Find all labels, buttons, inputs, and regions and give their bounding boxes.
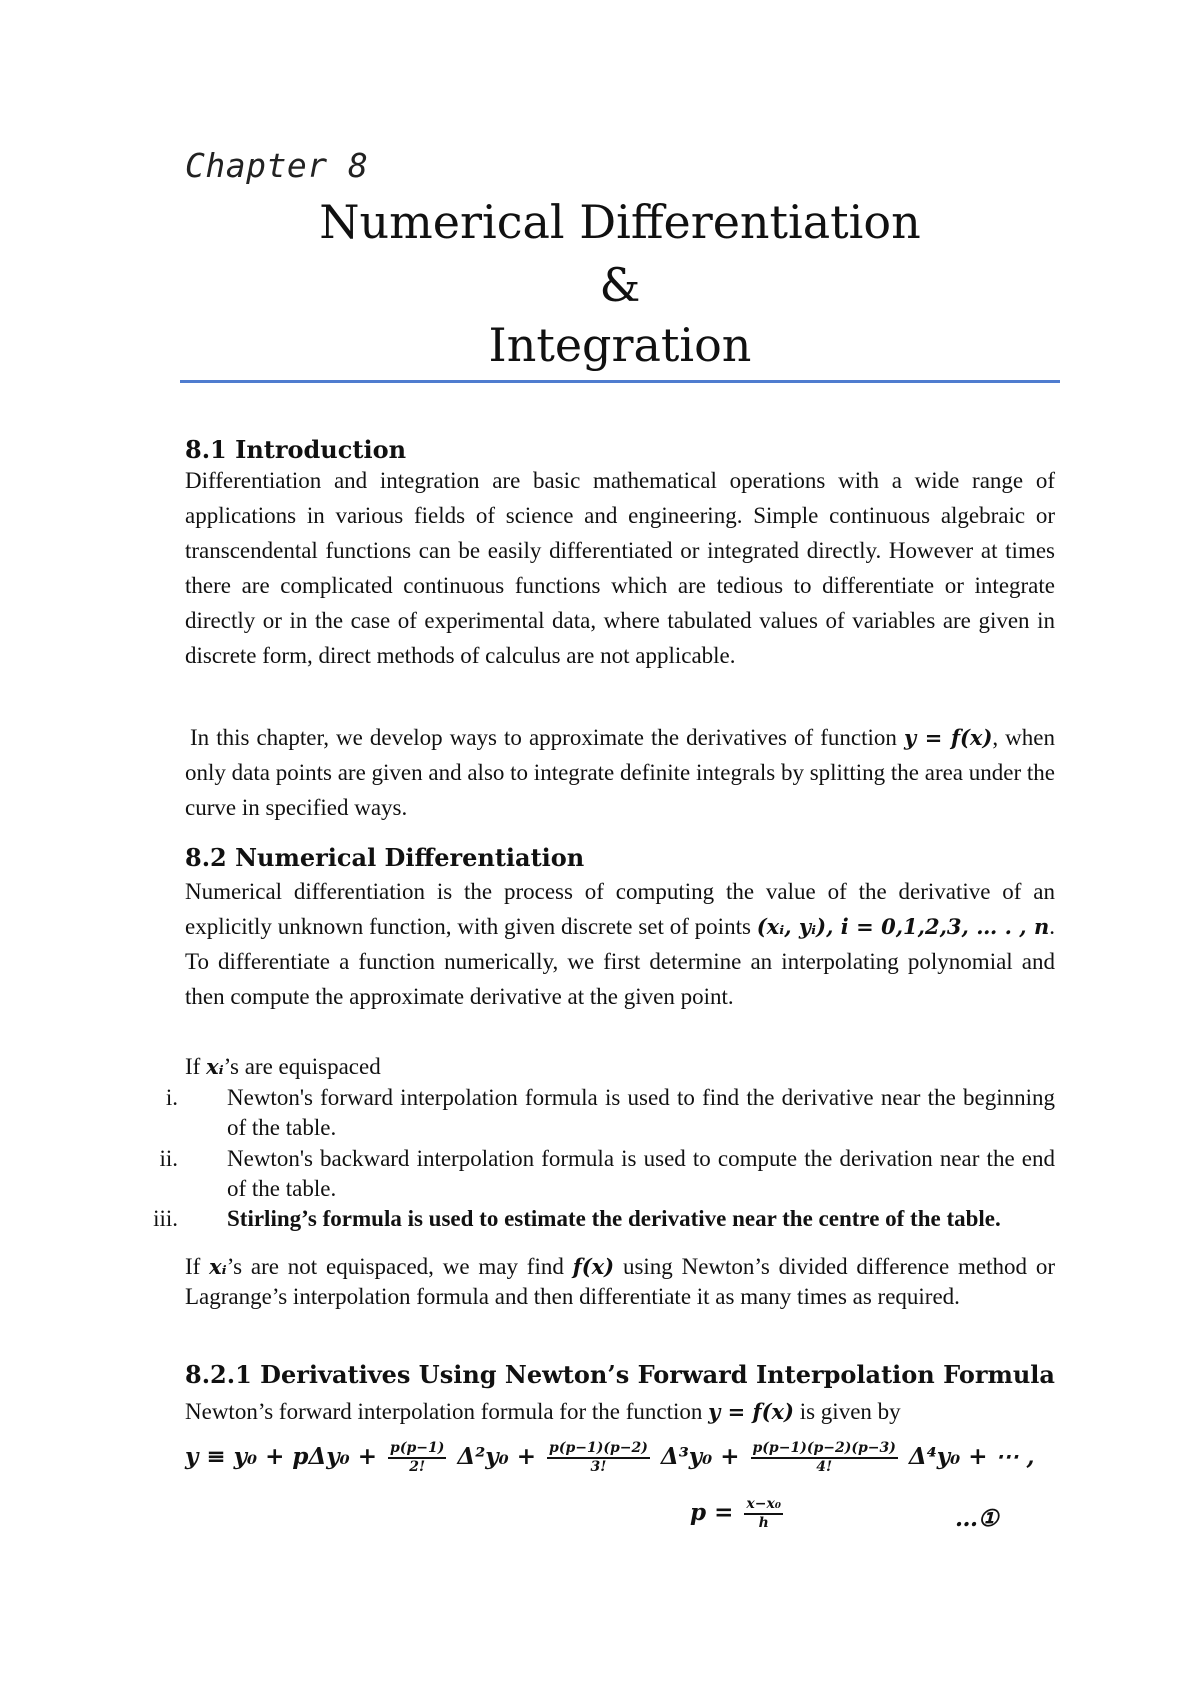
math-xi: xᵢ [206, 1054, 224, 1079]
math-xi-2: xᵢ [209, 1254, 227, 1279]
fraction-4-factorial: $\frac{p(p-1)(p-2)(p-3)}{4!}$ [752, 1440, 896, 1475]
non-equispaced-paragraph: If xᵢ’s are not equispaced, we may find f(x) using Newton’s divided difference method or Lagrange’s interpolation formula and then differentiate it as many times as required. [185, 1254, 1055, 1309]
forward-intro-line: Newton’s forward interpolation formula for the function y = f(x) is given by [185, 1399, 901, 1424]
list-number-2: ii. [159, 1146, 178, 1171]
chapter-title-line3: Integration [488, 318, 752, 372]
math-fx: f(x) [572, 1254, 615, 1279]
fraction-3-factorial: $\frac{p(p-1)(p-2)}{3!}$ [549, 1440, 648, 1475]
title-rule [180, 380, 1060, 383]
intro-heading: 8.1 Introduction [185, 435, 407, 464]
math-y-equals-fx: y = f(x) [903, 725, 993, 750]
forward-heading: 8.2.1 Derivatives Using Newton’s Forward Interpolation Formula [185, 1360, 1055, 1389]
list-item-1: Newton's forward interpolation formula is used to find the derivative near the beginning of the table. [227, 1085, 1055, 1140]
math-points-set: (xᵢ, yᵢ), i = 0,1,2,3, … . , n [756, 914, 1050, 939]
equispaced-line: If xᵢ’s are equispaced [185, 1054, 381, 1079]
list-item-3: Stirling’s formula is used to estimate the derivative near the centre of the table. [227, 1206, 1001, 1231]
newton-forward-equation: y ≡ y₀ + pΔy₀ + $\frac{p(p-1)}{2!}$ Δ²y₀ + $\frac{p(p-1)(p-2)}{3!}$ Δ³y₀ + $\frac{p(p-1)(p-2)(p-3)}{4!}$ Δ⁴y₀ + ⋯ , [185, 1440, 1035, 1475]
chapter-title-line1: Numerical Differentiation [319, 195, 921, 249]
list-number-3: iii. [153, 1206, 178, 1231]
p-definition: p = $\frac{\text{x−x₀}}{h}$ [690, 1496, 781, 1531]
numdiff-heading: 8.2 Numerical Differentiation [185, 843, 585, 872]
chapter-label: Chapter 8 [185, 146, 369, 185]
intro-paragraph-1: Differentiation and integration are basic mathematical operations with a wide range of applications in various fields of science and engineering. Simple continuous algebraic or transcendental functions can be easily differentiated or integrated directly. However at times there are complicated continuous functions which are tedious to differentiate or integrate directly or in the case of experimental data, where tabulated values of variables are given in discrete form, direct methods of calculus are not applicable. [185, 468, 1055, 668]
equation-reference: …① [955, 1505, 999, 1532]
intro-paragraph-2: In this chapter, we develop ways to approximate the derivatives of function y = f(x), when only data points are given and also to integrate definite integrals by splitting the area under the curve in specified ways. [185, 725, 1055, 820]
fraction-p: $\frac{\text{x−x₀}}{h}$ [746, 1496, 781, 1531]
math-y-fx-forward: y = f(x) [708, 1399, 794, 1424]
fraction-2-factorial: $\frac{p(p-1)}{2!}$ [390, 1440, 445, 1475]
chapter-title-ampersand: & [599, 258, 641, 312]
list-number-1: i. [165, 1085, 178, 1110]
list-item-2: Newton's backward interpolation formula is used to compute the derivation near the end of the table. [227, 1146, 1055, 1201]
numdiff-paragraph: Numerical differentiation is the process of computing the value of the derivative of an explicitly unknown function, with given discrete set of points (xᵢ, yᵢ), i = 0,1,2,3, … . , n. To differentiate a function numerically, we first determine an interpolating polynomial and then compute the approximate derivative at the given point. [185, 879, 1055, 1009]
